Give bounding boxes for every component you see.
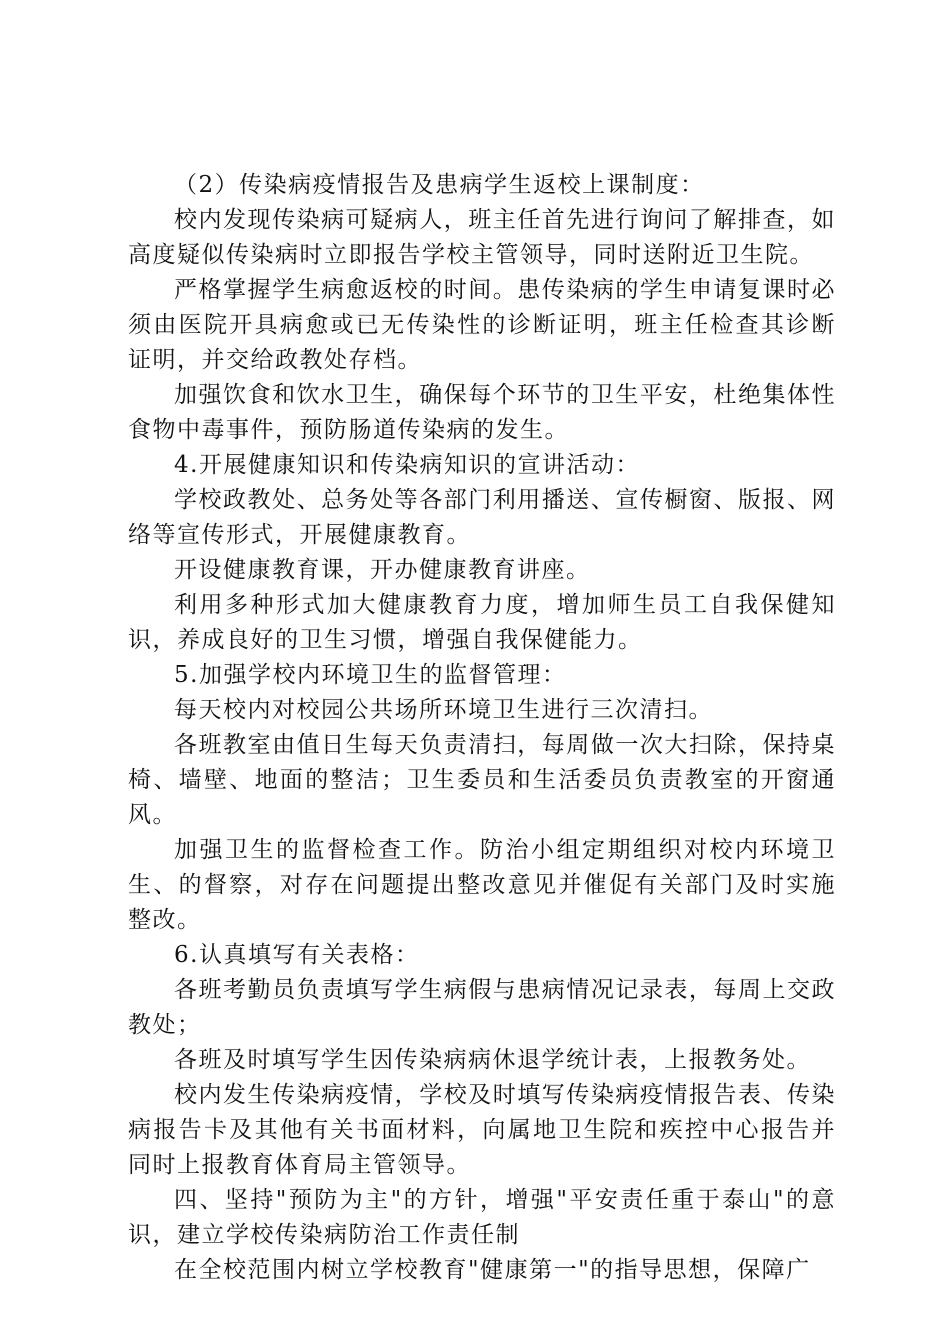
paragraph-section-four-heading: 四、坚持"预防为主"的方针，增强"平安责任重于泰山"的意识，建立学校传染病防治工作责任制 [128,1187,836,1248]
paragraph-section-4-heading: 4.开展健康知识和传染病知识的宣讲活动： [174,452,640,478]
paragraph-health-first: 在全校范围内树立学校教育"健康第一"的指导思想，保障广 [174,1257,811,1283]
document-page [128,168,836,1288]
paragraph-hygiene-inspection: 加强卫生的监督检查工作。防治小组定期组织对校内环境卫生、的督察，对存在问题提出整改意见并催促有关部门及时实施整改。 [128,837,836,933]
paragraph-suspected-case: 校内发现传染病可疑病人，班主任首先进行询问了解排查，如高度疑似传染病时立即报告学校主管领导，同时送附近卫生院。 [128,207,836,268]
paragraph-section-5-heading: 5.加强学校内环境卫生的监督管理： [174,662,567,688]
paragraph-food-water-hygiene: 加强饮食和饮水卫生，确保每个环节的卫生平安，杜绝集体性食物中毒事件，预防肠道传染病的发生。 [128,382,836,443]
paragraph-health-course: 开设健康教育课，开办健康教育讲座。 [174,557,591,583]
paragraph-report-system-heading: （2）传染病疫情报告及患病学生返校上课制度： [174,172,705,198]
paragraph-dropout-statistics: 各班及时填写学生因传染病病休退学统计表，上报教务处。 [174,1047,811,1073]
paragraph-attendance-record: 各班考勤员负责填写学生病假与患病情况记录表，每周上交政教处； [128,977,836,1038]
paragraph-section-6-heading: 6.认真填写有关表格： [174,942,420,968]
paragraph-return-to-school: 严格掌握学生病愈返校的时间。患传染病的学生申请复课时必须由医院开具病愈或已无传染性的诊断证明，班主任检查其诊断证明，并交给政教处存档。 [128,277,836,373]
paragraph-health-publicity: 学校政教处、总务处等各部门利用播送、宣传橱窗、版报、网络等宣传形式，开展健康教育。 [128,487,836,548]
paragraph-classroom-cleaning: 各班教室由值日生每天负责清扫，每周做一次大扫除，保持桌椅、墙壁、地面的整洁；卫生委员和生活委员负责教室的开窗通风。 [128,732,836,828]
paragraph-daily-cleaning: 每天校内对校园公共场所环境卫生进行三次清扫。 [174,697,713,723]
paragraph-health-education: 利用多种形式加大健康教育力度，增加师生员工自我保健知识，养成良好的卫生习惯，增强自我保健能力。 [128,592,836,653]
paragraph-epidemic-reporting: 校内发生传染病疫情，学校及时填写传染病疫情报告表、传染病报告卡及其他有关书面材料，向属地卫生院和疾控中心报告并同时上报教育体育局主管领导。 [128,1082,836,1178]
